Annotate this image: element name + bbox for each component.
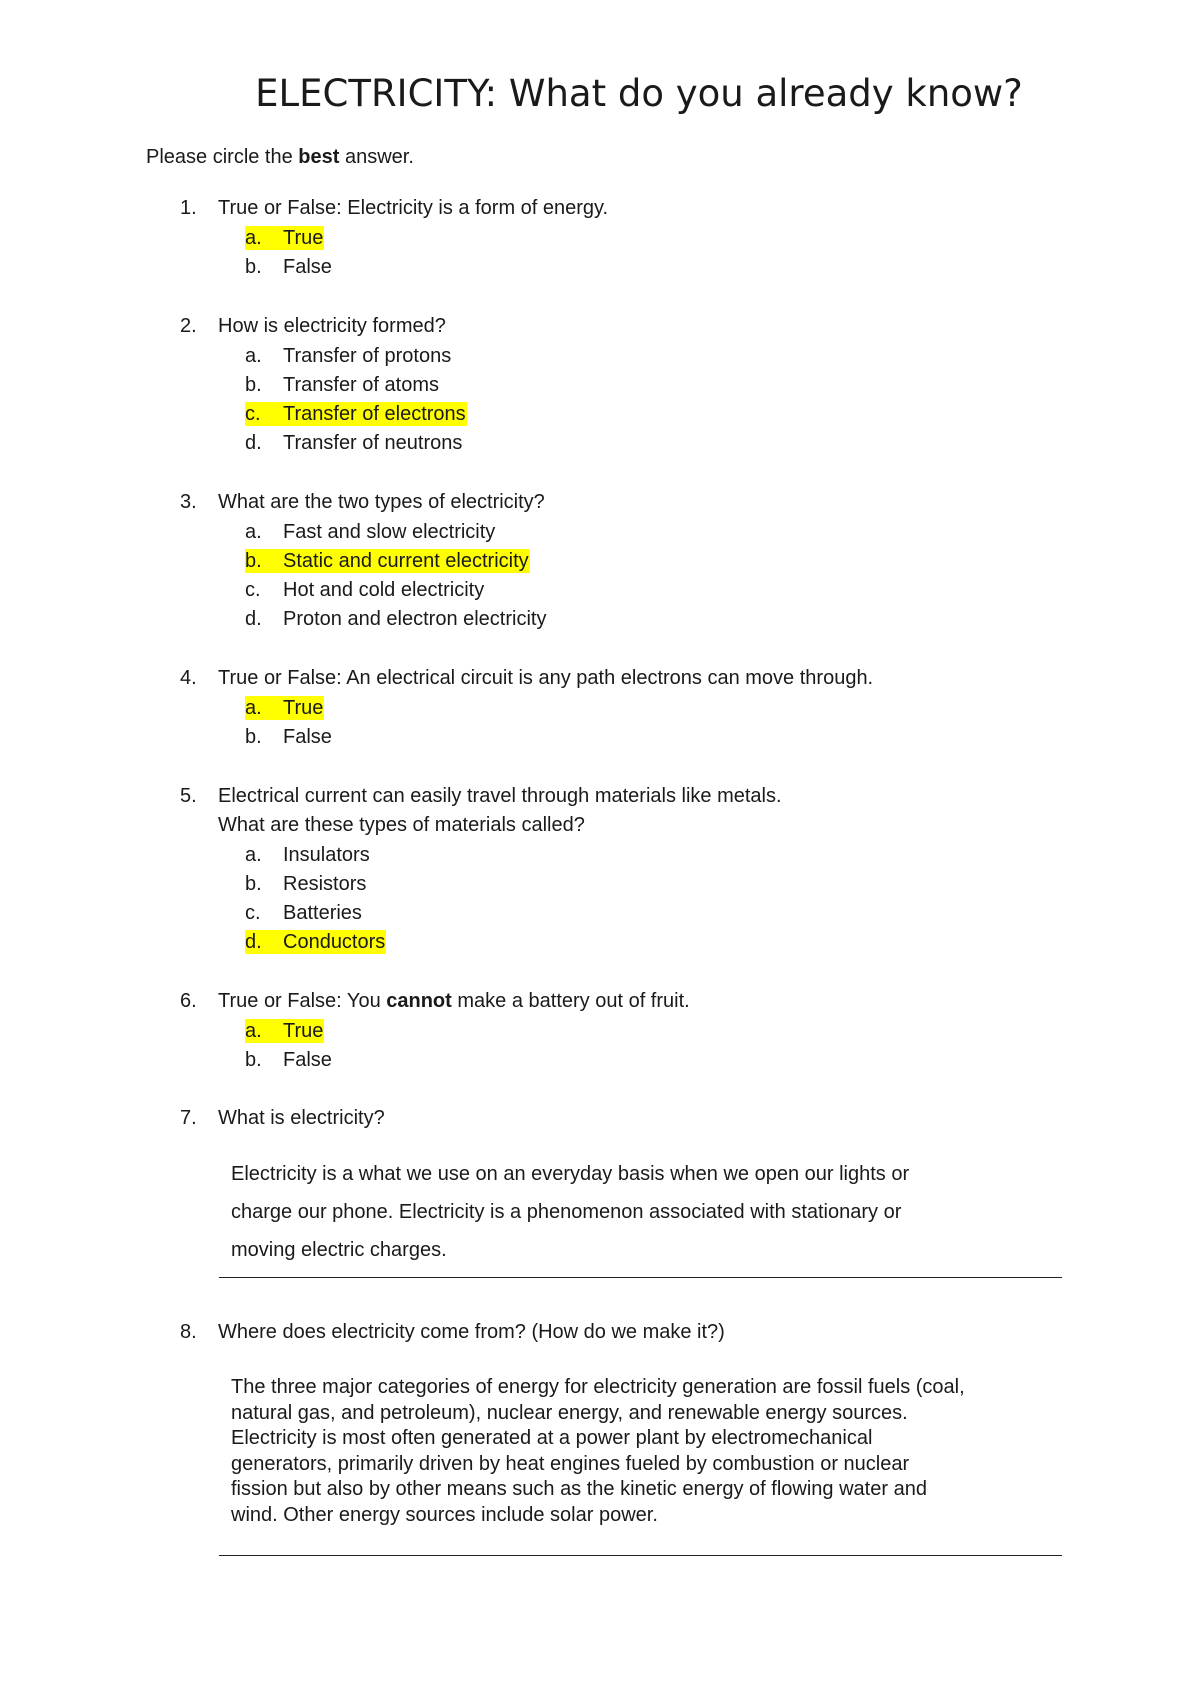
highlighted-answer: a. True xyxy=(245,227,324,249)
option-6a[interactable] xyxy=(180,1016,1080,1045)
question-7 xyxy=(180,1104,1080,1133)
highlighted-answer: a. True xyxy=(245,1020,324,1042)
option-5c[interactable]: c. Batteries xyxy=(245,902,362,924)
option-list xyxy=(180,223,1080,281)
question-6 xyxy=(180,987,1080,1074)
question-number: 6. xyxy=(180,990,197,1012)
option-6b[interactable]: b. False xyxy=(245,1049,332,1071)
page-title: ELECTRICITY: What do you already know? xyxy=(255,72,1023,115)
instructions: Please circle the best answer. xyxy=(146,146,414,168)
question-number: 5. xyxy=(180,785,197,807)
option-4a[interactable] xyxy=(180,693,1080,722)
option-5a[interactable]: a. Insulators xyxy=(245,844,370,866)
question-emphasis: cannot xyxy=(386,990,452,1012)
option-list xyxy=(180,341,1080,457)
answer-line: natural gas, and petroleum), nuclear energy, and renewable energy sources. xyxy=(231,1401,908,1424)
answer-line: moving electric charges. xyxy=(231,1239,447,1261)
option-2a[interactable]: a. Transfer of protons xyxy=(245,345,452,367)
answer-7[interactable] xyxy=(231,1155,1061,1269)
question-text: Where does electricity come from? (How do we make it?) xyxy=(218,1321,725,1343)
question-text: Electrical current can easily travel through materials like metals. xyxy=(218,785,782,807)
option-1b[interactable]: b. False xyxy=(245,256,332,278)
question-text: True or False: You cannot make a battery out of fruit. xyxy=(218,990,690,1012)
answer-line: wind. Other energy sources include solar power. xyxy=(231,1503,658,1526)
question-number: 7. xyxy=(180,1107,197,1129)
answer-line: The three major categories of energy for electricity generation are fossil fuels (coal, xyxy=(231,1376,965,1398)
answer-8-underline xyxy=(219,1555,1062,1556)
question-1 xyxy=(180,194,1080,281)
option-3b[interactable] xyxy=(180,546,1080,575)
question-number: 8. xyxy=(180,1321,197,1343)
question-text: What is electricity? xyxy=(218,1107,385,1129)
question-5 xyxy=(180,782,1080,956)
question-number: 3. xyxy=(180,491,197,513)
answer-line: generators, primarily driven by heat engines fueled by combustion or nuclear xyxy=(231,1452,910,1475)
option-list xyxy=(180,1016,1080,1074)
option-list xyxy=(180,693,1080,751)
option-2d[interactable]: d. Transfer of neutrons xyxy=(245,432,463,454)
question-2 xyxy=(180,312,1080,457)
option-5b[interactable]: b. Resistors xyxy=(245,873,367,895)
highlighted-answer: d. Conductors xyxy=(245,931,386,953)
question-number: 4. xyxy=(180,667,197,689)
question-text: How is electricity formed? xyxy=(218,315,446,337)
highlighted-answer: a. True xyxy=(245,697,324,719)
question-8 xyxy=(180,1318,1080,1347)
instructions-emphasis: best xyxy=(298,146,340,168)
option-4b[interactable]: b. False xyxy=(245,726,332,748)
question-text: What are the two types of electricity? xyxy=(218,491,545,513)
question-number: 2. xyxy=(180,315,197,337)
highlighted-answer: b. Static and current electricity xyxy=(245,550,529,572)
answer-line: charge our phone. Electricity is a phenomenon associated with stationary or xyxy=(231,1201,902,1223)
option-3d[interactable]: d. Proton and electron electricity xyxy=(245,608,547,630)
answer-line: fission but also by other means such as the kinetic energy of flowing water and xyxy=(231,1478,927,1501)
option-2c[interactable] xyxy=(180,399,1080,428)
question-3 xyxy=(180,488,1080,633)
option-5d[interactable] xyxy=(180,927,1080,956)
answer-line: Electricity is a what we use on an everyday basis when we open our lights or xyxy=(231,1163,910,1185)
highlighted-answer: c. Transfer of electrons xyxy=(245,403,466,425)
question-text: True or False: Electricity is a form of energy. xyxy=(218,197,609,219)
option-3c[interactable]: c. Hot and cold electricity xyxy=(245,579,485,601)
question-4 xyxy=(180,664,1080,751)
option-list xyxy=(180,840,1080,956)
answer-7-underline xyxy=(219,1277,1062,1278)
option-2b[interactable]: b. Transfer of atoms xyxy=(245,374,439,396)
answer-line: Electricity is most often generated at a power plant by electromechanical xyxy=(231,1427,873,1450)
question-number: 1. xyxy=(180,197,197,219)
answer-8[interactable] xyxy=(231,1375,1061,1529)
option-3a[interactable]: a. Fast and slow electricity xyxy=(245,521,496,543)
option-1a[interactable] xyxy=(180,223,1080,252)
option-list xyxy=(180,517,1080,633)
question-text-line-2: What are these types of materials called? xyxy=(218,814,585,836)
question-text: True or False: An electrical circuit is any path electrons can move through. xyxy=(218,667,874,689)
